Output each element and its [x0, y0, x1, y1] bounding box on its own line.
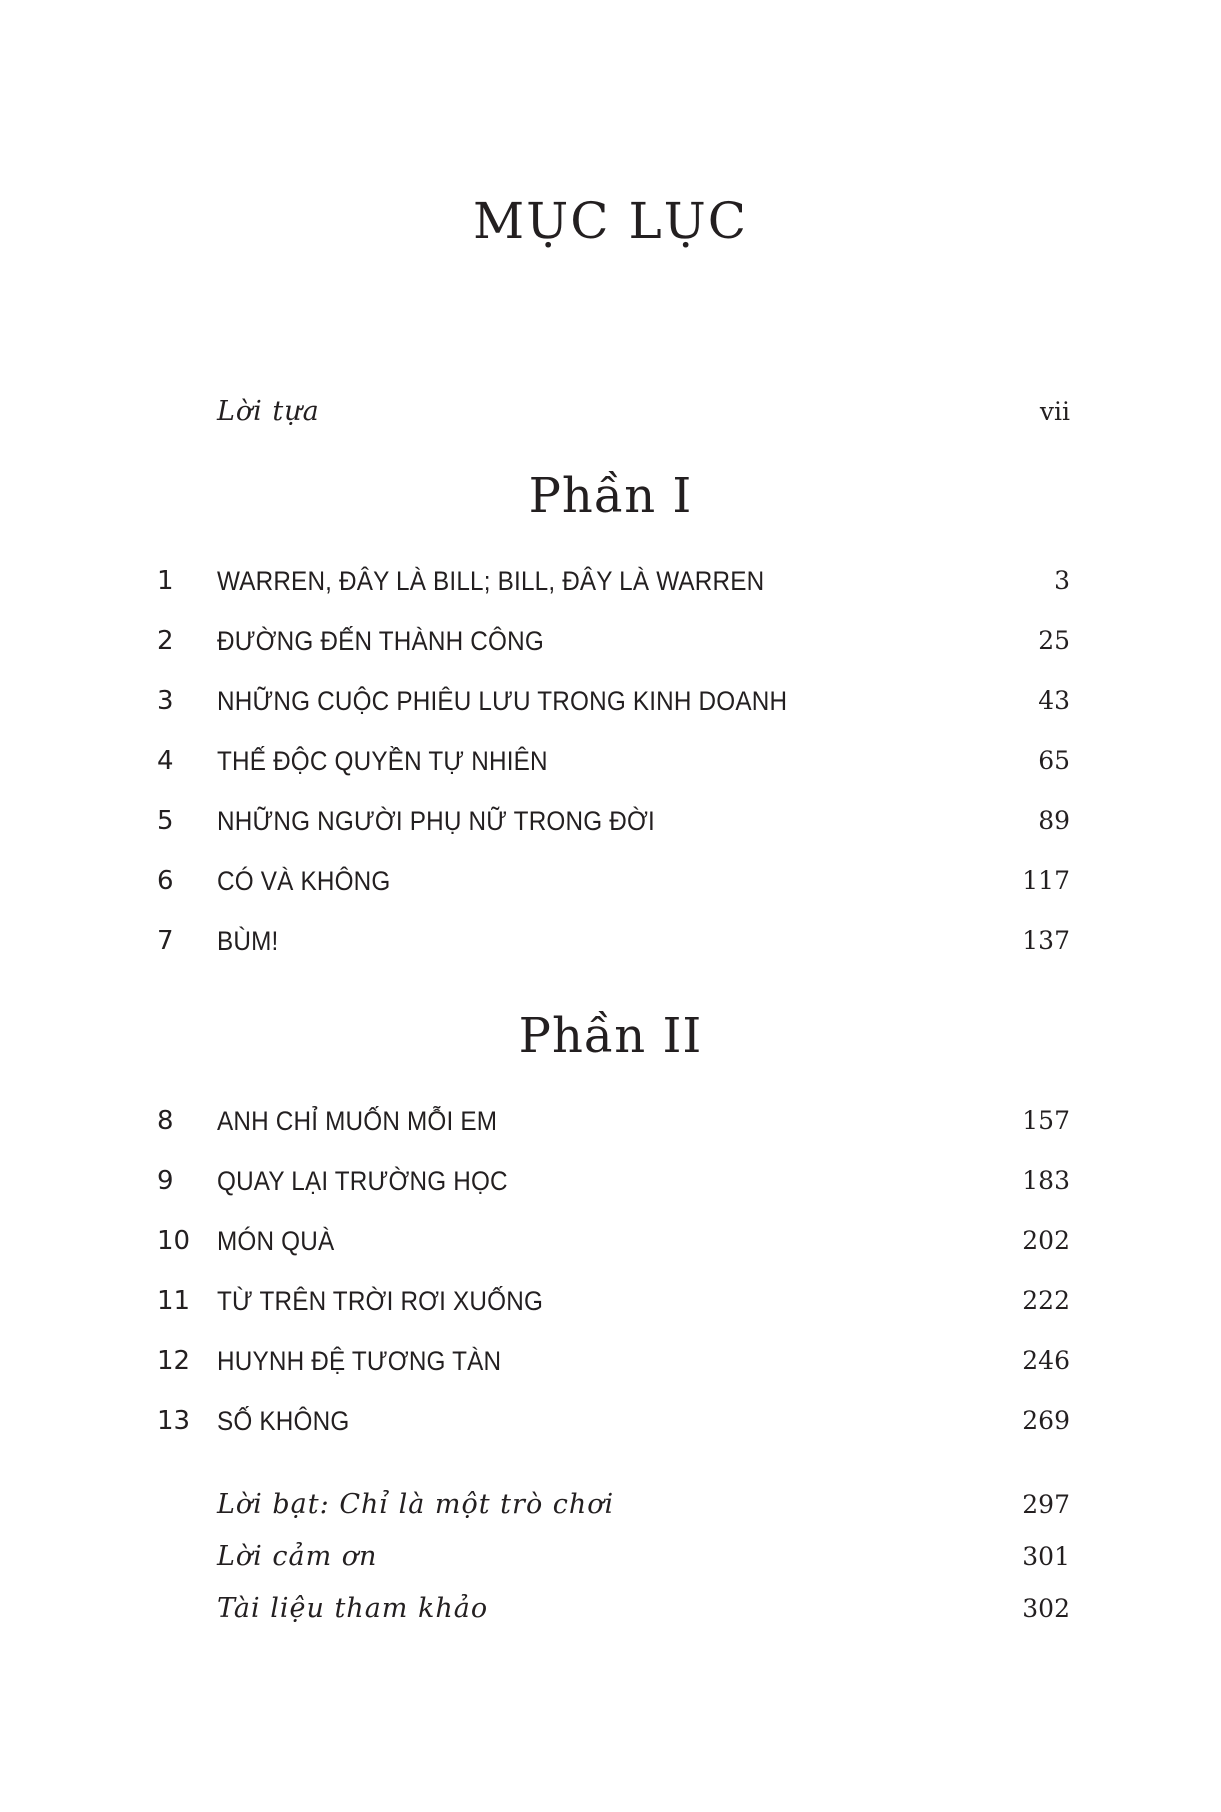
toc-entry-chapter[interactable] [0, 1401, 1221, 1441]
entry-page-number: 302 [1022, 1594, 1070, 1623]
toc-entry-back-matter[interactable] [0, 1589, 1221, 1629]
entry-page-number: 297 [1022, 1490, 1070, 1519]
entry-page-number: 43 [1038, 686, 1070, 715]
part-title-1: Phần I [528, 468, 693, 524]
entry-page-number: 65 [1038, 746, 1070, 775]
chapter-title: NHỮNG NGƯỜI PHỤ NỮ TRONG ĐỜI [217, 806, 655, 836]
chapter-number: 4 [157, 746, 174, 776]
entry-page-number: 89 [1038, 806, 1070, 835]
toc-entry-back-matter[interactable] [0, 1485, 1221, 1525]
toc-entry-chapter[interactable] [0, 681, 1221, 721]
part-title-2: Phần II [518, 1008, 703, 1064]
chapter-title: SỐ KHÔNG [217, 1406, 350, 1436]
toc-entry-chapter[interactable] [0, 1161, 1221, 1201]
chapter-title: BÙM! [217, 926, 279, 956]
chapter-number: 3 [157, 686, 174, 716]
chapter-title: ĐƯỜNG ĐẾN THÀNH CÔNG [217, 626, 544, 656]
toc-entry-chapter[interactable] [0, 921, 1221, 961]
entry-page-number: 202 [1022, 1226, 1070, 1255]
chapter-number: 2 [157, 626, 174, 656]
chapter-number: 13 [157, 1406, 191, 1436]
chapter-number: 6 [157, 866, 174, 896]
toc-entry-chapter[interactable] [0, 1101, 1221, 1141]
chapter-title: WARREN, ĐÂY LÀ BILL; BILL, ĐÂY LÀ WARREN [217, 566, 765, 596]
chapter-title: HUYNH ĐỆ TƯƠNG TÀN [217, 1346, 502, 1376]
entry-page-number: 137 [1022, 926, 1070, 955]
entry-page-number: 183 [1022, 1166, 1070, 1195]
chapter-title: THẾ ĐỘC QUYỀN TỰ NHIÊN [217, 746, 548, 776]
chapter-title: NHỮNG CUỘC PHIÊU LƯU TRONG KINH DOANH [217, 686, 788, 716]
chapter-number: 8 [157, 1106, 174, 1136]
toc-entry-chapter[interactable] [0, 621, 1221, 661]
entry-page-number: 246 [1022, 1346, 1070, 1375]
toc-entry-chapter[interactable] [0, 1221, 1221, 1261]
entry-page-number: vii [1039, 397, 1070, 426]
chapter-title: ANH CHỈ MUỐN MỖI EM [217, 1106, 498, 1136]
chapter-number: 5 [157, 806, 174, 836]
chapter-number: 1 [157, 566, 174, 596]
entry-label: Lời tựa [217, 396, 320, 427]
toc-entry-chapter[interactable] [0, 1281, 1221, 1321]
toc-entry-chapter[interactable] [0, 801, 1221, 841]
toc-entry-chapter[interactable] [0, 741, 1221, 781]
toc-entry-back-matter[interactable] [0, 1537, 1221, 1577]
chapter-title: CÓ VÀ KHÔNG [217, 866, 391, 896]
chapter-number: 7 [157, 926, 174, 956]
chapter-number: 10 [157, 1226, 191, 1256]
chapter-number: 9 [157, 1166, 174, 1196]
entry-page-number: 3 [1054, 566, 1070, 595]
entry-page-number: 117 [1022, 866, 1070, 895]
entry-page-number: 222 [1022, 1286, 1070, 1315]
entry-page-number: 269 [1022, 1406, 1070, 1435]
entry-page-number: 25 [1038, 626, 1070, 655]
toc-entry-chapter[interactable] [0, 1341, 1221, 1381]
chapter-title: MÓN QUÀ [217, 1226, 335, 1256]
entry-page-number: 157 [1022, 1106, 1070, 1135]
page-title: MỤC LỤC [472, 192, 749, 250]
chapter-title: QUAY LẠI TRƯỜNG HỌC [217, 1166, 508, 1196]
toc-entry-chapter[interactable] [0, 861, 1221, 901]
entry-page-number: 301 [1022, 1542, 1070, 1571]
entry-label: Lời cảm ơn [217, 1541, 378, 1572]
toc-entry-chapter[interactable] [0, 561, 1221, 601]
entry-label: Tài liệu tham khảo [217, 1593, 489, 1624]
toc-entry-preface[interactable] [0, 392, 1221, 432]
entry-label: Lời bạt: Chỉ là một trò chơi [217, 1489, 615, 1520]
chapter-number: 11 [157, 1286, 191, 1316]
chapter-title: TỪ TRÊN TRỜI RƠI XUỐNG [217, 1286, 544, 1316]
chapter-number: 12 [157, 1346, 191, 1376]
